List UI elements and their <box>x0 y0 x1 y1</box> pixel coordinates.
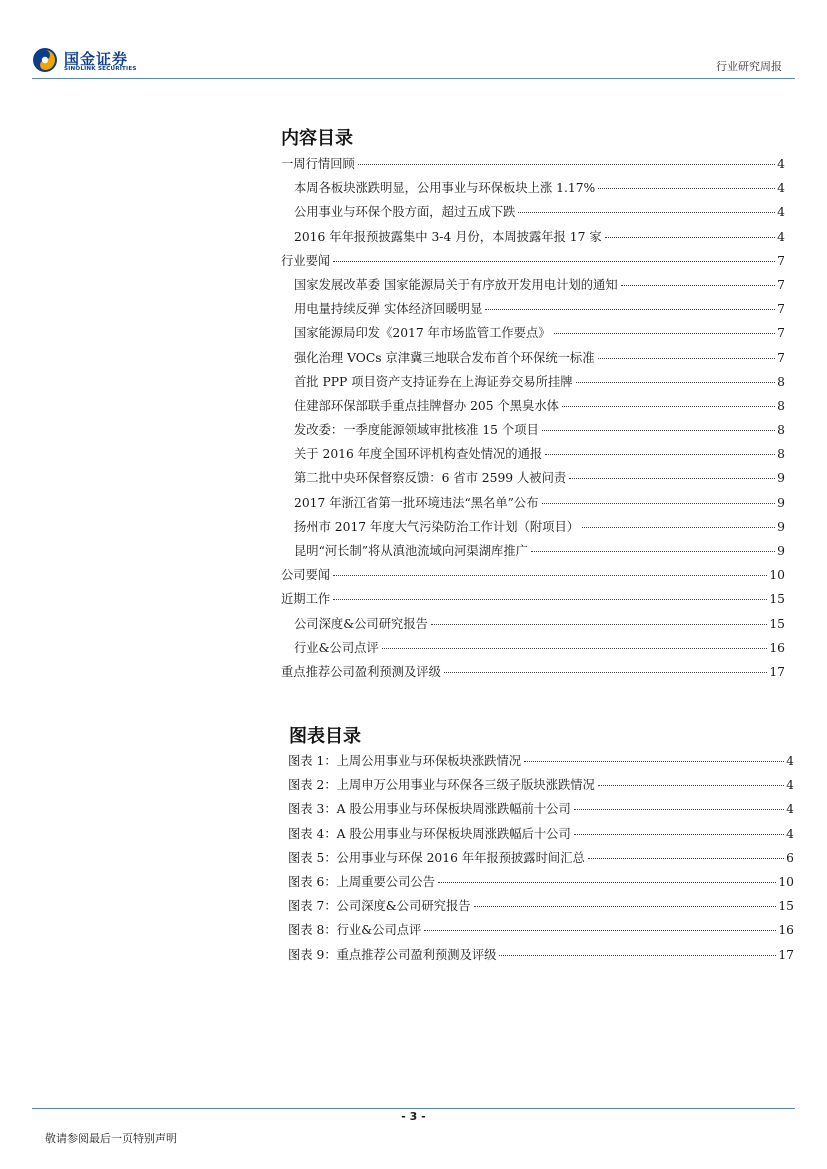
dot-leader <box>524 760 784 762</box>
company-logo <box>32 47 162 77</box>
chart-index-entry-title: 图表 6：上周重要公司公告 <box>288 874 435 889</box>
toc-entry-page: 10 <box>769 568 785 583</box>
toc-entry[interactable] <box>281 396 785 420</box>
toc-entry-title: 近期工作 <box>281 592 331 607</box>
dot-leader <box>424 929 776 931</box>
toc-entry-title: 2017 年浙江省第一批环境违法“黑名单”公布 <box>294 495 539 510</box>
toc-entry-page: 17 <box>769 664 785 679</box>
dot-leader <box>499 954 776 956</box>
chart-index-entry-title: 图表 1：上周公用事业与环保板块涨跌情况 <box>288 754 522 768</box>
dot-leader <box>545 453 775 455</box>
chart-index-entry[interactable] <box>288 799 794 823</box>
toc-entry-title: 公司深度&公司研究报告 <box>294 616 428 631</box>
chart-index-list <box>288 751 794 969</box>
toc-entry[interactable] <box>281 299 785 323</box>
logo-chinese-name: 国金证券 <box>64 50 129 68</box>
dot-leader <box>621 284 776 286</box>
dot-leader <box>598 784 784 786</box>
sinolink-logo-icon <box>32 47 58 73</box>
dot-leader <box>598 187 775 189</box>
chart-index-entry-page: 4 <box>786 778 794 793</box>
toc-entry-title: 国家发展改革委 国家能源局关于有序放开发用电计划的通知 <box>294 277 618 292</box>
chart-index-entry-title: 图表 5：公用事业与环保 2016 年年报预披露时间汇总 <box>288 850 585 865</box>
dot-leader <box>542 429 775 431</box>
chart-index-entry-title: 图表 8：行业&公司点评 <box>288 923 422 938</box>
toc-entry-page: 9 <box>777 519 785 534</box>
toc-entry[interactable] <box>281 420 785 444</box>
chart-index-entry-page: 10 <box>778 874 794 889</box>
toc-entry-title: 行业&公司点评 <box>294 640 379 655</box>
toc-entry[interactable] <box>281 348 785 372</box>
toc-entry-title: 关于 2016 年度全国环评机构查处情况的通报 <box>294 447 543 462</box>
dot-leader <box>588 857 784 859</box>
toc-entry-page: 8 <box>777 423 785 438</box>
toc-entry-title: 行业要闻 <box>281 253 331 268</box>
dot-leader <box>474 905 777 907</box>
toc-entry[interactable] <box>281 323 785 347</box>
toc-entry-page: 4 <box>777 205 785 220</box>
chart-index-entry[interactable] <box>288 848 794 872</box>
dot-leader <box>333 260 775 262</box>
chart-index-entry[interactable] <box>288 872 794 896</box>
toc-entry-page: 9 <box>777 544 785 558</box>
toc-entry-title: 发改委：一季度能源领域审批核准 15 个项目 <box>294 423 539 438</box>
chart-index-entry-page: 6 <box>786 850 794 865</box>
chart-index-entry-title: 图表 2：上周申万公用事业与环保各三级子版块涨跌情况 <box>288 778 595 793</box>
toc-entry-page: 7 <box>777 253 785 268</box>
toc-entry-page: 9 <box>777 495 785 510</box>
dot-leader <box>431 623 767 625</box>
dot-leader <box>485 308 775 310</box>
dot-leader <box>582 526 775 528</box>
toc-entry-title: 本周各板块涨跌明显，公用事业与环保板块上涨 1.17% <box>294 181 596 196</box>
toc-entry-page: 15 <box>769 592 785 607</box>
chart-index-entry[interactable] <box>288 920 794 944</box>
disclaimer: 敬请参阅最后一页特别声明 <box>45 1132 177 1145</box>
toc-entry[interactable] <box>281 493 785 517</box>
chart-index-entry-title: 图表 9：重点推荐公司盈利预测及评级 <box>288 947 497 962</box>
toc-entry-title: 公司要闻 <box>281 568 331 583</box>
toc-entry-page: 7 <box>777 302 785 317</box>
dot-leader <box>576 381 776 383</box>
page-number: - 3 - <box>401 1110 426 1123</box>
dot-leader <box>333 574 767 576</box>
dot-leader <box>358 163 775 165</box>
toc-entry-page: 7 <box>777 277 785 292</box>
toc-entry-title: 公用事业与环保个股方面，超过五成下跌 <box>294 205 516 220</box>
toc-title: 内容目录 <box>281 128 353 149</box>
toc-entry-title: 重点推荐公司盈利预测及评级 <box>281 664 441 679</box>
dot-leader <box>531 550 775 552</box>
chart-index-entry-page: 15 <box>778 899 794 914</box>
toc-entry[interactable] <box>281 468 785 492</box>
report-type-label: 行业研究周报 <box>716 60 782 73</box>
dot-leader <box>598 357 776 359</box>
chart-index-entry[interactable] <box>288 824 794 848</box>
toc-entry-page: 4 <box>777 229 785 244</box>
dot-leader <box>518 211 775 213</box>
dot-leader <box>438 881 776 883</box>
toc-entry-page: 15 <box>769 616 785 631</box>
toc-entry[interactable] <box>281 662 785 686</box>
chart-index-entry-title: 图表 3：A 股公用事业与环保板块周涨跌幅前十公司 <box>288 802 571 817</box>
toc-entry-title: 一周行情回顾 <box>281 157 355 171</box>
chart-index-entry-title: 图表 4：A 股公用事业与环保板块周涨跌幅后十公司 <box>288 826 571 841</box>
dot-leader <box>574 833 784 835</box>
chart-index-entry[interactable] <box>288 896 794 920</box>
toc-entry[interactable] <box>281 444 785 468</box>
dot-leader <box>382 647 768 649</box>
dot-leader <box>574 808 784 810</box>
toc-entry[interactable] <box>281 227 785 251</box>
dot-leader <box>444 671 767 673</box>
toc-entry[interactable] <box>281 372 785 396</box>
toc-entry-title: 扬州市 2017 年度大气污染防治工作计划（附项目） <box>294 519 580 534</box>
dot-leader <box>605 236 776 238</box>
dot-leader <box>569 477 775 479</box>
toc-entry-title: 国家能源局印发《2017 年市场监管工作要点》 <box>294 326 551 341</box>
chart-index-entry-page: 16 <box>778 923 794 938</box>
chart-index-entry[interactable] <box>288 775 794 799</box>
toc-entry[interactable] <box>281 541 785 565</box>
toc-entry-page: 16 <box>769 640 785 655</box>
chart-index-entry[interactable] <box>288 751 794 775</box>
chart-index-entry-page: 17 <box>778 947 794 962</box>
toc-entry[interactable] <box>281 517 785 541</box>
toc-entry-title: 用电量持续反弹 实体经济回暖明显 <box>294 302 483 317</box>
toc-entry[interactable] <box>281 178 785 202</box>
toc-entry-title: 住建部环保部联手重点挂牌督办 205 个黑臭水体 <box>294 398 559 413</box>
dot-leader <box>333 598 767 600</box>
chart-index-entry-page: 4 <box>786 754 794 768</box>
toc-entry[interactable] <box>281 614 785 638</box>
chart-index-title: 图表目录 <box>289 726 361 747</box>
toc-entry-page: 7 <box>777 326 785 341</box>
toc-entry[interactable] <box>281 589 785 613</box>
toc-entry[interactable] <box>281 154 785 178</box>
toc-entry-page: 7 <box>777 350 785 365</box>
toc-entry-title: 强化治理 VOCs 京津冀三地联合发布首个环保统一标准 <box>294 350 595 365</box>
toc-entry-page: 8 <box>777 374 785 389</box>
chart-index-entry-title: 图表 7：公司深度&公司研究报告 <box>288 899 471 914</box>
dot-leader <box>542 502 776 504</box>
toc-entry-page: 8 <box>777 447 785 462</box>
toc-entry-title: 昆明“河长制”将从滇池流域向河渠湖库推广 <box>294 544 528 558</box>
toc-entry-page: 9 <box>777 471 785 486</box>
chart-index-entry-page: 4 <box>786 802 794 817</box>
chart-index-entry[interactable] <box>288 945 794 969</box>
chart-index-entry-page: 4 <box>786 826 794 841</box>
toc-entry-title: 第二批中央环保督察反馈：6 省市 2599 人被问责 <box>294 471 567 486</box>
toc-entry-page: 8 <box>777 398 785 413</box>
toc-entry-page: 4 <box>777 181 785 196</box>
dot-leader <box>554 332 776 334</box>
footer-divider <box>32 1108 795 1109</box>
header-divider <box>32 78 795 79</box>
toc-entry-title: 首批 PPP 项目资产支持证券在上海证券交易所挂牌 <box>294 374 573 389</box>
dot-leader <box>562 405 775 407</box>
toc-entry[interactable] <box>281 251 785 275</box>
toc-entry[interactable] <box>281 565 785 589</box>
toc-list <box>281 154 785 686</box>
toc-entry[interactable] <box>281 275 785 299</box>
toc-entry[interactable] <box>281 638 785 662</box>
logo-english-name: SINOLINK SECURITIES <box>64 66 137 72</box>
toc-entry-title: 2016 年年报预披露集中 3-4 月份，本周披露年报 17 家 <box>294 229 602 244</box>
toc-entry-page: 4 <box>777 157 785 171</box>
toc-entry[interactable] <box>281 202 785 226</box>
